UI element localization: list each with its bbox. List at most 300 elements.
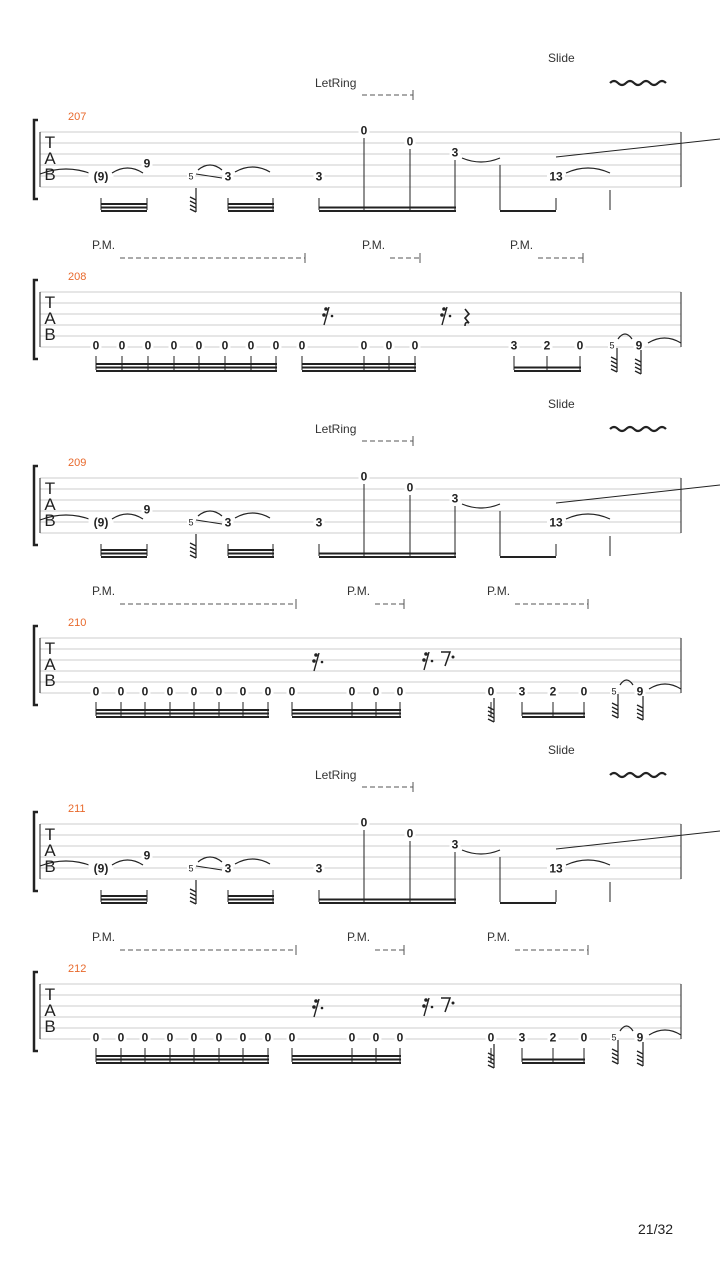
tie-arc (620, 680, 633, 685)
tab-clef-t: T (44, 293, 56, 312)
tab-clef-t: T (44, 825, 56, 844)
flag-strokes (190, 543, 196, 558)
tab-note (223, 515, 234, 530)
rest-dot (314, 999, 318, 1003)
tie-arc (620, 1026, 633, 1031)
tab-clef-b: B (44, 511, 56, 530)
let-ring-label: LetRing (315, 76, 357, 90)
vibrato-marker (610, 427, 666, 431)
tab-note (371, 684, 382, 699)
fret-number: 0 (141, 1030, 149, 1045)
tab-note (359, 123, 370, 138)
tab-note (359, 338, 370, 353)
tab-clef-a: A (44, 1001, 56, 1020)
tab-clef-b: B (44, 857, 56, 876)
dotted-rhythm (452, 656, 455, 659)
sixteenth-rest (422, 652, 433, 670)
tab-note (223, 169, 234, 184)
beam (228, 210, 274, 212)
fret-number: 0 (166, 1030, 174, 1045)
fret-number: 0 (288, 684, 296, 699)
fret-number: 0 (348, 1030, 356, 1045)
tab-note (91, 338, 102, 353)
tab-note (169, 338, 180, 353)
tie-arc (462, 158, 500, 162)
beam (228, 902, 274, 904)
tab-clef-t: T (44, 479, 56, 498)
fret-number: 3 (451, 491, 459, 506)
system-bracket (34, 812, 38, 891)
beam (101, 553, 147, 555)
tab-note (395, 684, 406, 699)
tie-arc (198, 165, 222, 170)
tab-clef-a: A (44, 495, 56, 514)
fret-number: 0 (247, 338, 255, 353)
fret-number: 0 (239, 684, 247, 699)
grace-flag (190, 880, 196, 904)
fret-number: 0 (580, 1030, 588, 1045)
fret-number: 0 (117, 1030, 125, 1045)
beam (319, 899, 456, 901)
grace-note (187, 170, 195, 182)
fret-number: 0 (92, 1030, 100, 1045)
tab-note (89, 169, 114, 184)
tie-arc (649, 1030, 681, 1035)
beam (500, 210, 556, 212)
fret-number: 0 (272, 338, 280, 353)
fret-number: 0 (487, 1030, 495, 1045)
grace-note (187, 862, 195, 874)
fret-number: 0 (360, 338, 368, 353)
tab-note (189, 684, 200, 699)
fret-number: 5 (188, 171, 194, 182)
beam (101, 895, 147, 897)
tab-note (579, 1030, 590, 1045)
eighth-rest (441, 998, 450, 1012)
let-ring-label: LetRing (315, 768, 357, 782)
beam (522, 713, 585, 715)
tie-arc (618, 334, 632, 339)
beam (96, 713, 269, 715)
tab-note (509, 338, 520, 353)
beam (514, 370, 581, 372)
grace-note (608, 339, 616, 351)
tab-note (263, 684, 274, 699)
tab-clef-b: B (44, 165, 56, 184)
tab-note (547, 861, 565, 876)
fret-number: 0 (117, 684, 125, 699)
fret-number: 0 (221, 338, 229, 353)
tab-note (238, 684, 249, 699)
tab-note (547, 515, 565, 530)
rest-dot (314, 653, 318, 657)
fret-number: 9 (636, 1030, 644, 1045)
tab-note (314, 169, 325, 184)
beam (514, 367, 581, 369)
tab-clef-t: T (44, 985, 56, 1004)
beam (96, 716, 269, 718)
tab-note (116, 1030, 127, 1045)
beam (302, 363, 416, 365)
beam (522, 1059, 585, 1061)
beam (228, 556, 274, 558)
tie-arc (566, 168, 610, 173)
rest-dot (440, 313, 444, 317)
grace-note (610, 1031, 618, 1043)
tab-note (271, 338, 282, 353)
flag-strokes (190, 889, 196, 904)
measure-number: 209 (68, 457, 87, 469)
tie-arc (566, 514, 610, 519)
fret-number: 0 (264, 684, 272, 699)
fret-number: 0 (385, 338, 393, 353)
rest-dot (422, 1004, 426, 1008)
flag-strokes (611, 357, 617, 372)
tab-system-209 (34, 397, 720, 558)
fret-number: (9) (93, 169, 109, 184)
fret-number: 0 (92, 684, 100, 699)
flag-strokes (190, 197, 196, 212)
tab-note (194, 338, 205, 353)
tab-note (143, 338, 154, 353)
fret-number: 3 (510, 338, 518, 353)
fret-number: (9) (93, 861, 109, 876)
palm-mute-label: P.M. (510, 238, 534, 252)
fret-number: 13 (549, 861, 563, 876)
tie-arc (649, 684, 681, 689)
tab-note (635, 684, 646, 699)
slide-label: Slide (548, 51, 575, 65)
tie-arc (198, 511, 222, 516)
fret-number: 3 (518, 684, 526, 699)
tab-note (359, 469, 370, 484)
fret-number: 3 (315, 861, 323, 876)
tab-note (91, 684, 102, 699)
beam (228, 207, 274, 209)
fret-number: 0 (195, 338, 203, 353)
tie-arc (112, 168, 143, 173)
beam (319, 556, 456, 558)
beam (500, 556, 556, 558)
rest-dot (442, 307, 446, 311)
sixteenth-rest (440, 307, 451, 325)
tab-note (287, 684, 298, 699)
system-bracket (34, 280, 38, 359)
fret-number: 0 (264, 1030, 272, 1045)
beam (302, 367, 416, 369)
tab-clef-b: B (44, 671, 56, 690)
tie-arc (235, 167, 270, 172)
tab-clef-t: T (44, 133, 56, 152)
slide-label: Slide (548, 397, 575, 411)
tab-clef-b: B (44, 1017, 56, 1036)
fret-number: 5 (609, 340, 615, 351)
sixteenth-rest (322, 307, 333, 325)
rest-dot (312, 659, 316, 663)
vibrato-marker (610, 81, 666, 85)
beam (522, 716, 585, 718)
beam (96, 1055, 269, 1057)
palm-mute-label: P.M. (92, 930, 116, 944)
tab-note (91, 1030, 102, 1045)
rest-dot (424, 652, 428, 656)
tab-staff (34, 812, 681, 891)
tab-note (450, 145, 461, 160)
tie-arc (198, 857, 222, 862)
tie-arc (235, 859, 270, 864)
palm-mute-label: P.M. (487, 930, 511, 944)
measure-number: 207 (68, 111, 87, 123)
beam (228, 899, 274, 901)
fret-number: 3 (224, 861, 232, 876)
tab-note (405, 480, 416, 495)
fret-number: 2 (549, 684, 557, 699)
measure-number: 211 (68, 803, 86, 815)
tab-note (395, 1030, 406, 1045)
system-bracket (34, 626, 38, 705)
tie-arc (462, 504, 500, 508)
fret-number: 0 (166, 684, 174, 699)
fret-number: 13 (549, 169, 563, 184)
fret-number: 0 (580, 684, 588, 699)
beam (319, 553, 456, 555)
beam (228, 553, 274, 555)
palm-mute-label: P.M. (487, 584, 511, 598)
tab-note (116, 684, 127, 699)
fret-number: 0 (372, 1030, 380, 1045)
fret-number: 9 (143, 502, 151, 517)
fret-number: 0 (348, 684, 356, 699)
fret-number: 5 (188, 863, 194, 874)
tie-arc (648, 338, 681, 343)
fret-number: 0 (92, 338, 100, 353)
dotted-rhythm (321, 661, 324, 664)
flag-strokes (612, 1049, 618, 1064)
dotted-rhythm (331, 315, 334, 318)
tie-arc (566, 860, 610, 865)
beam (228, 549, 274, 551)
grace-flag (190, 534, 196, 558)
beam (319, 210, 456, 212)
beam (292, 1055, 401, 1057)
flag-strokes (635, 359, 641, 374)
beam (228, 203, 274, 205)
fret-number: 0 (406, 134, 414, 149)
tab-clef-a: A (44, 149, 56, 168)
tab-note (189, 1030, 200, 1045)
fret-number: 0 (360, 123, 368, 138)
fret-number: 9 (143, 848, 151, 863)
grace-flag (612, 694, 618, 718)
beam (292, 716, 401, 718)
flag-strokes (637, 1051, 643, 1066)
tab-clef-t: T (44, 639, 56, 658)
tab-note (165, 684, 176, 699)
fret-number: 0 (576, 338, 584, 353)
flag-strokes (637, 705, 643, 720)
tab-note (223, 861, 234, 876)
tab-note (371, 1030, 382, 1045)
tab-note (450, 837, 461, 852)
tab-note (575, 338, 586, 353)
system-bracket (34, 466, 38, 545)
measure-number: 208 (68, 271, 87, 283)
tab-system-207 (34, 51, 720, 212)
sixteenth-rest (422, 998, 433, 1016)
tab-note (297, 338, 308, 353)
dotted-rhythm (321, 1007, 324, 1010)
beam (302, 370, 416, 372)
tab-note (542, 338, 553, 353)
fret-number: 13 (549, 515, 563, 530)
fret-number: 0 (215, 684, 223, 699)
let-ring-label: LetRing (315, 422, 357, 436)
tab-clef-a: A (44, 841, 56, 860)
quarter-rest (465, 309, 469, 326)
beam (96, 709, 269, 711)
fret-number: 2 (543, 338, 551, 353)
tie-arc (112, 860, 143, 865)
rest-dot (324, 307, 328, 311)
tab-note (89, 515, 114, 530)
tab-note (384, 338, 395, 353)
rest-dot (422, 658, 426, 662)
rest-dot (424, 998, 428, 1002)
fret-number: 5 (188, 517, 194, 528)
tab-note (142, 156, 153, 171)
dotted-rhythm (431, 1006, 434, 1009)
tab-system-210 (34, 584, 681, 722)
measure-number: 212 (68, 963, 87, 975)
system-bracket (34, 120, 38, 199)
tab-note (517, 1030, 528, 1045)
beam (101, 210, 147, 212)
beam (292, 1062, 401, 1064)
tab-note (548, 1030, 559, 1045)
tab-note (214, 1030, 225, 1045)
fret-number: 0 (487, 684, 495, 699)
beam (96, 367, 277, 369)
fret-number: 9 (143, 156, 151, 171)
tab-note (117, 338, 128, 353)
beam (101, 207, 147, 209)
fret-number: 0 (118, 338, 126, 353)
tab-note (486, 1030, 497, 1045)
fret-number: 0 (215, 1030, 223, 1045)
fret-number: 3 (451, 837, 459, 852)
tab-note (347, 1030, 358, 1045)
beam (101, 203, 147, 205)
sixteenth-rest (312, 999, 323, 1017)
beam (101, 902, 147, 904)
fret-number: 3 (224, 169, 232, 184)
tab-note (287, 1030, 298, 1045)
fret-number: 0 (298, 338, 306, 353)
tab-note (314, 515, 325, 530)
beam (101, 556, 147, 558)
rest-dot (322, 313, 326, 317)
grace-flag (637, 1042, 643, 1066)
sixteenth-rest (312, 653, 323, 671)
fret-number: 0 (141, 684, 149, 699)
fret-number: 9 (636, 684, 644, 699)
system-bracket (34, 972, 38, 1051)
fret-number: 0 (190, 1030, 198, 1045)
fret-number: 0 (396, 1030, 404, 1045)
beam (522, 1062, 585, 1064)
palm-mute-label: P.M. (347, 584, 371, 598)
tab-note (405, 826, 416, 841)
fret-number: 0 (239, 1030, 247, 1045)
tab-clef-a: A (44, 309, 56, 328)
beam (500, 902, 556, 904)
fret-number: 0 (288, 1030, 296, 1045)
fret-number: 0 (411, 338, 419, 353)
vibrato-marker (610, 773, 666, 777)
eighth-rest (441, 652, 450, 666)
tab-note (140, 684, 151, 699)
fret-number: 3 (518, 1030, 526, 1045)
tab-note (450, 491, 461, 506)
tab-note (140, 1030, 151, 1045)
measure-number: 210 (68, 617, 87, 629)
tab-note (579, 684, 590, 699)
dotted-rhythm (452, 1002, 455, 1005)
tie-arc (112, 514, 143, 519)
tab-note (142, 502, 153, 517)
tab-note (547, 169, 565, 184)
fret-number: 0 (372, 684, 380, 699)
beam (96, 370, 277, 372)
fret-number: 0 (406, 826, 414, 841)
tab-system-208 (34, 238, 681, 374)
fret-number: 0 (406, 480, 414, 495)
tab-system-212 (34, 930, 681, 1068)
grace-flag (637, 696, 643, 720)
fret-number: 0 (144, 338, 152, 353)
grace-flag (635, 350, 641, 374)
dotted-rhythm (449, 315, 452, 318)
beam (292, 1059, 401, 1061)
tab-clef-b: B (44, 325, 56, 344)
tab-note (410, 338, 421, 353)
fret-number: 0 (360, 815, 368, 830)
tab-note (314, 861, 325, 876)
beam (96, 1059, 269, 1061)
tab-clef-a: A (44, 655, 56, 674)
tab-note (246, 338, 257, 353)
tab-note (517, 684, 528, 699)
fret-number: 5 (611, 1032, 617, 1043)
beam (96, 363, 277, 365)
page-number: 21/32 (638, 1221, 674, 1237)
fret-number: 0 (170, 338, 178, 353)
grace-flag (190, 188, 196, 212)
palm-mute-label: P.M. (347, 930, 371, 944)
palm-mute-label: P.M. (362, 238, 386, 252)
fret-number: 9 (635, 338, 643, 353)
tab-note (165, 1030, 176, 1045)
beam (101, 899, 147, 901)
tab-note (486, 684, 497, 699)
tab-note (635, 1030, 646, 1045)
beam (292, 709, 401, 711)
fret-number: 0 (190, 684, 198, 699)
slide-label: Slide (548, 743, 575, 757)
beam (319, 207, 456, 209)
palm-mute-label: P.M. (92, 238, 116, 252)
tab-note (238, 1030, 249, 1045)
